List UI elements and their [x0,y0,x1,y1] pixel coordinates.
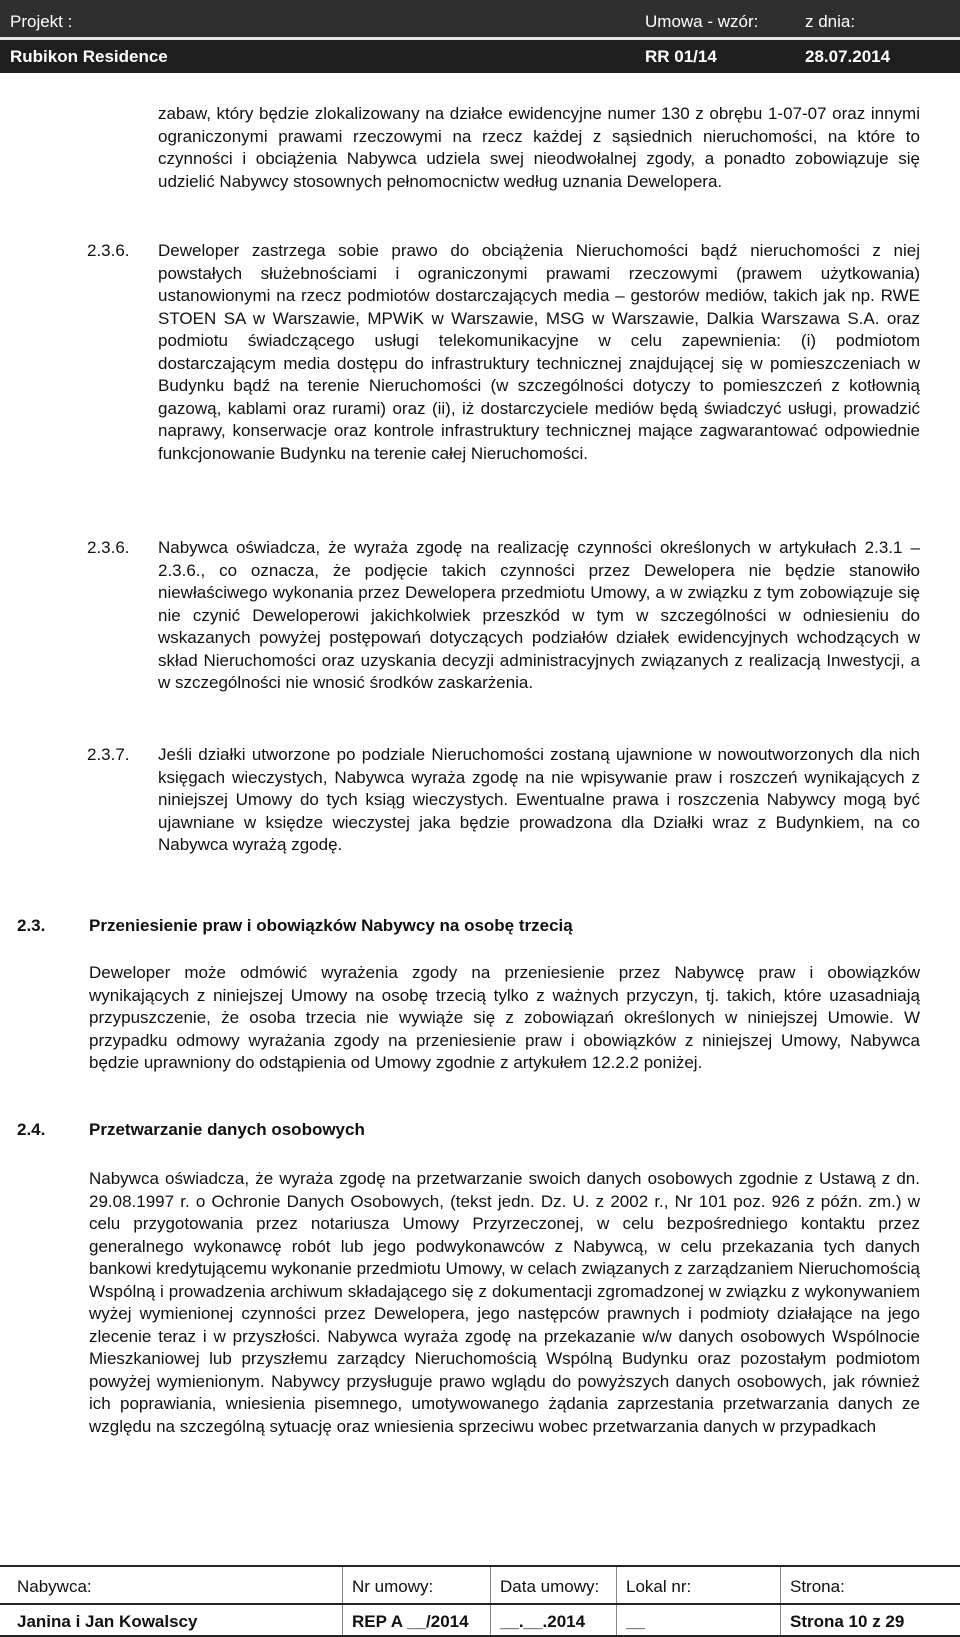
heading-2-4-title: Przetwarzanie danych osobowych [89,1120,365,1139]
project-value: Rubikon Residence [10,47,168,66]
project-label: Projekt : [10,12,73,31]
header-values-row [0,40,960,73]
unit-label: Lokal nr: [626,1577,692,1596]
section-2-3-6-a-text: Deweloper zastrzega sobie prawo do obciążenia Nieruchomości bądź nieruchomości z niej powstałych służebnościami i ograniczonymi prawami rzeczowymi (prawem użytkowania) ustanowionymi na rzecz podmiotów dostarczających media – gestorów mediów, takich jak np. RWE STOEN SA w Warszawie, MPWiK w Warszawie, MSG w Warszawie, Dalkia Warszawa S.A. oraz podmiotu świadczącego usługi telekomunikacyjne w celu zapewnienia: (i) podmiotom dostarczającym media dostępu do infrastruktury technicznej znajdującej się w pomieszczeniach w Budynku bądź na terenie Nieruchomości (w szczególności dotyczy to pomieszczeń z kotłownią gazową, kablami oraz rurami) oraz (ii), iż dostarczyciele mediów będą świadczyć usługi, prowadzić naprawy, konserwacje oraz kontrole infrastruktury technicznej mające zagwarantować odpowiednie funkcjonowanie Budynku na terenie całej Nieruchomości. [158,241,920,463]
section-2-3-6-b-text: Nabywca oświadcza, że wyraża zgodę na realizację czynności określonych w artykułach 2.3.1 – 2.3.6., co oznacza, że podjęcie takich czynności przez Dewelopera nie będzie stanowiło niewłaściwego wykonania przez Dewelopera przedmiotu Umowy, a w związku z tym zobowiązuje się nie czynić Deweloperowi jakichkolwiek przeszkód w tym w szczególności w odniesieniu do wskazanych powyżej postępowań dotyczących podziałów działek ewidencyjnych wchodzących w skład Nieruchomości oraz uzyskania decyzji administracyjnych związanych z realizacją Inwestycji, a w szczególności nie wnosić środków zaskarżenia. [158,538,920,692]
contract-date-label: Data umowy: [500,1577,600,1596]
page-number: Strona 10 z 29 [790,1612,905,1631]
contract-value: RR 01/14 [645,47,717,66]
contract-number-label: Nr umowy: [352,1577,434,1596]
footer-labels-row [0,1565,960,1603]
heading-number-2-4: 2.4. [17,1120,46,1139]
intro-paragraph: zabaw, który będzie zlokalizowany na działce ewidencyjne numer 130 z obrębu 1-07-07 oraz innymi ograniczonymi prawami rzeczowymi na rzecz każdej z sąsiednich nieruchomości, na które to czynności i obciążenia Nabywca udziela swej nieodwołalnej zgody, a ponadto zobowiązuje się udzielić Nabywcy stosownych pełnomocnictw według uznania Dewelopera. [158,104,920,191]
heading-2-3-title: Przeniesienie praw i obowiązków Nabywcy na osobę trzecią [89,916,573,935]
section-number-2-3-6-a: 2.3.6. [87,241,130,260]
date-value: 28.07.2014 [805,47,891,66]
date-label: z dnia: [805,12,856,31]
section-number-2-3-6-b: 2.3.6. [87,538,130,557]
section-2-3-text: Deweloper może odmówić wyrażenia zgody na przeniesienie przez Nabywcę praw i obowiązków wynikających z niniejszej Umowy na osobę trzecią tylko z ważnych przyczyn, tj. takich, które uzasadniają przypuszczenie, że osoba trzecia nie wywiąże się z zobowiązań określonych w niniejszej Umowie. W przypadku odmowy wyrażania zgody na przeniesienie praw i obowiązków z niniejszej Umowy, Nabywca będzie uprawniony do odstąpienia od Umowy zgodnie z artykułem 12.2.2 poniżej. [89,963,920,1072]
footer-values-row [0,1603,960,1637]
header-labels-row [0,0,960,40]
buyer-value: Janina i Jan Kowalscy [17,1612,198,1631]
heading-number-2-3: 2.3. [17,916,46,935]
contract-number-value: REP A __/2014 [352,1612,469,1631]
contract-date-value: __.__.2014 [500,1612,586,1631]
buyer-label: Nabywca: [17,1577,92,1596]
section-number-2-3-7: 2.3.7. [87,745,130,764]
page-label: Strona: [790,1577,845,1596]
section-2-4-text: Nabywca oświadcza, że wyraża zgodę na przetwarzanie swoich danych osobowych zgodnie z Ustawą z dn. 29.08.1997 r. o Ochronie Danych Osobowych, (tekst jedn. Dz. U. z 2002 r., Nr 101 poz. 926 z późn. zm.) w celu przygotowania przez notariusza Umowy Przyrzeczonej, w celu bezpośredniego kontaktu przez generalnego wykonawcę robót lub jego podwykonawców z Nabywcą, w celu przekazania tych danych bankowi kredytującemu wykonanie przedmiotu Umowy, w celach związanych z zarządzaniem Nieruchomością Wspólną i prowadzenia archiwum składającego się z dokumentacji zgromadzonej w związku z wykonywaniem wyżej wymienionej czynności przez Dewelopera, jego następców prawnych i podmioty działające na jego zlecenie teraz i w przyszłości. Nabywca wyraża zgodę na przekazanie w/w danych osobowych Wspólnocie Mieszkaniowej lub przyszłemu zarządcy Nieruchomością Wspólną Budynku oraz pozostałym podmiotom powyżej wymienionym. Nabywcy przysługuje prawo wglądu do powyższych danych osobowych, jak również ich poprawiania, wniesienia pisemnego, umotywowanego żądania zaprzestania przetwarzania danych ze względu na szczególną sytuację oraz wniesienia sprzeciwu wobec przetwarzania danych w przypadkach [89,1169,920,1436]
section-2-3-7-text: Jeśli działki utworzone po podziale Nieruchomości zostaną ujawnione w nowoutworzonych dla nich księgach wieczystych, Nabywca wyraża zgodę na nie wpisywanie praw i roszczeń wynikających z niniejszej Umowy do tych ksiąg wieczystych. Ewentualne prawa i roszczenia Nabywcy mogą być ujawniane w księdze wieczystej jaka będzie prowadzona dla Działki wraz z Budynkiem, na co Nabywca wyrażą zgodę. [158,745,920,854]
unit-value: __ [626,1612,645,1631]
contract-label: Umowa - wzór: [645,12,759,31]
page-header [0,0,960,72]
page-footer [0,1565,960,1637]
